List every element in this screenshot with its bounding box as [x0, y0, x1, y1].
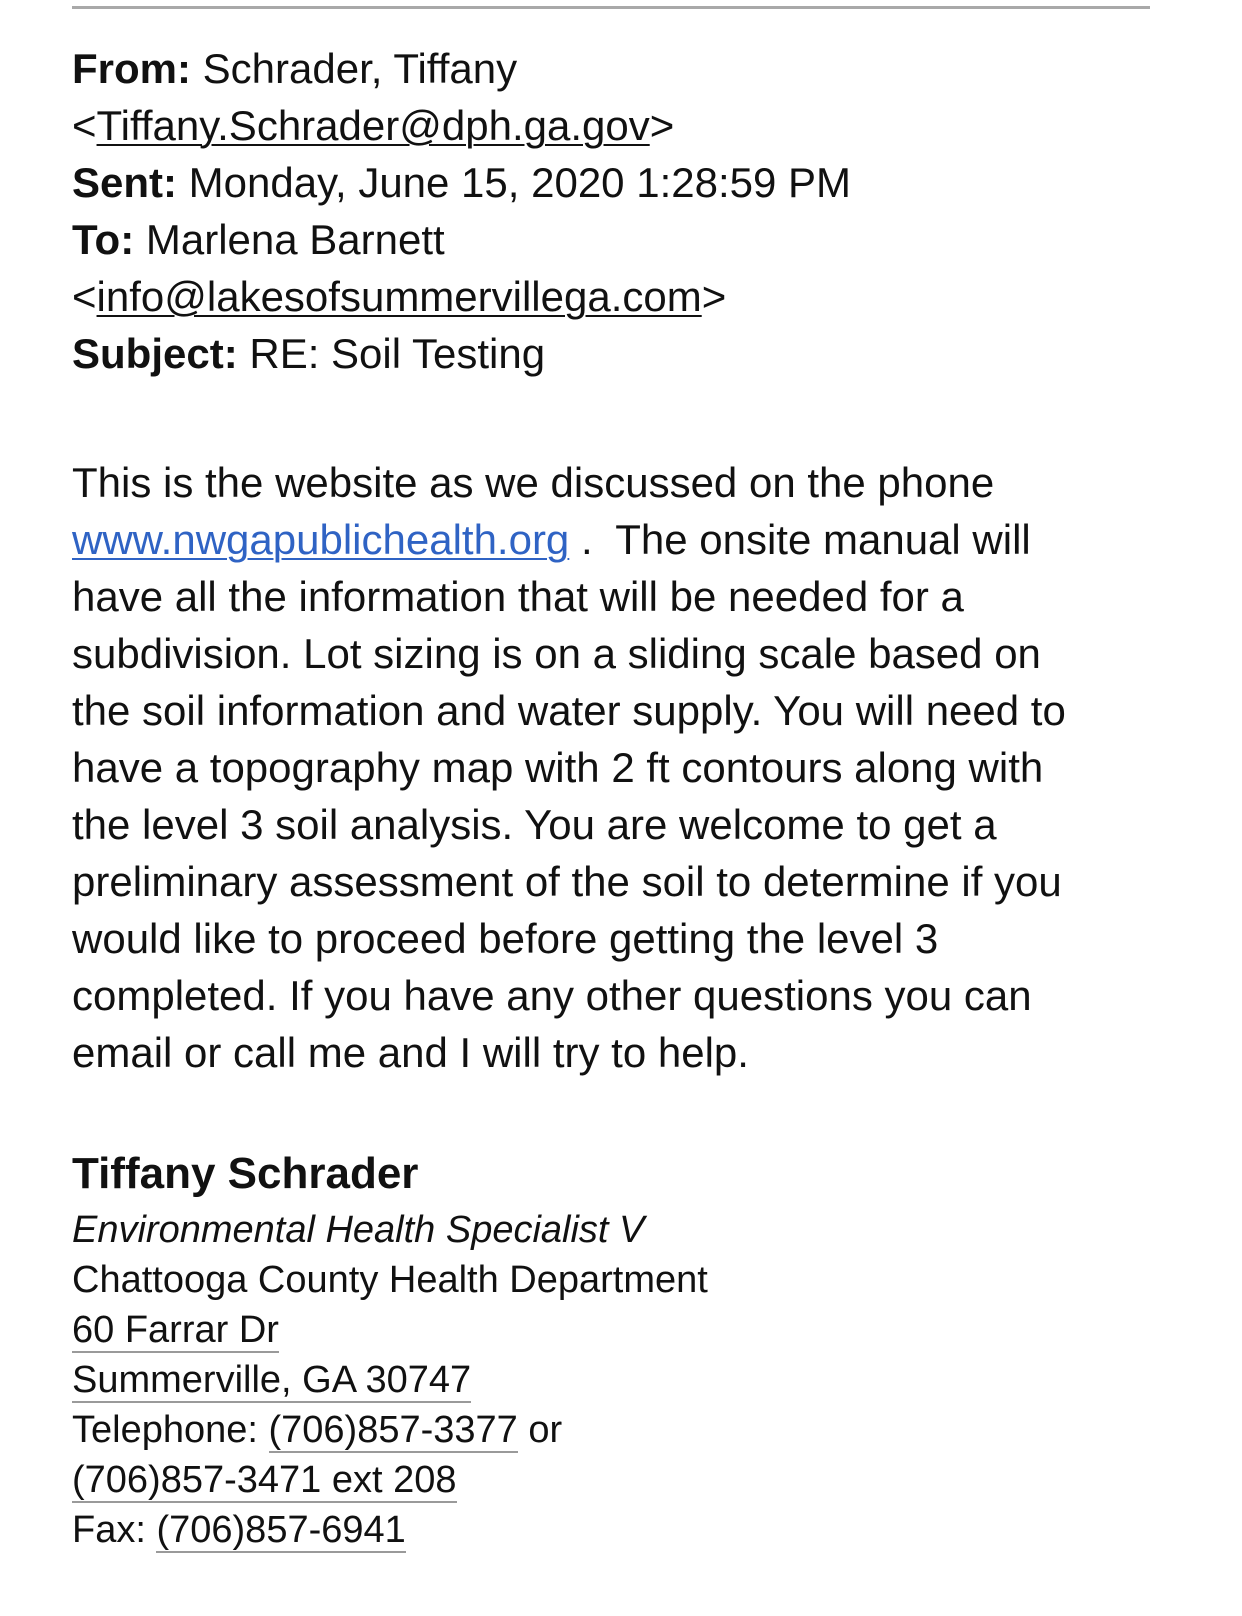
body-line: would like to proceed before getting the level 3 — [72, 915, 939, 962]
or-text: or — [517, 1409, 563, 1451]
message-body — [72, 454, 1152, 1081]
gt-bracket: > — [701, 273, 727, 320]
telephone-label: Telephone: — [72, 1409, 269, 1451]
website-link[interactable]: www.nwgapublichealth.org — [72, 516, 570, 563]
body-line: completed. If you have any other questions you can — [72, 972, 1032, 1019]
body-line-text: . The onsite manual will — [569, 516, 1031, 563]
sent-label: Sent: — [72, 159, 177, 206]
body-line: preliminary assessment of the soil to determine if you — [72, 858, 1062, 905]
to-label: To: — [72, 216, 135, 263]
body-line: subdivision. Lot sizing is on a sliding scale based on — [72, 630, 1041, 677]
signature-telephone-row-2 — [72, 1455, 1152, 1505]
email-signature — [72, 1143, 1152, 1555]
email-header — [72, 40, 1152, 382]
fax-link[interactable]: (706)857-6941 — [156, 1509, 406, 1551]
body-line: This is the website as we discussed on the phone — [72, 459, 995, 506]
body-line: have all the information that will be needed for a — [72, 573, 964, 620]
top-divider — [72, 6, 1150, 9]
sent-row — [72, 154, 1152, 211]
body-line: have a topography map with 2 ft contours along with — [72, 744, 1044, 791]
subject-label: Subject: — [72, 330, 238, 377]
from-row — [72, 40, 1152, 97]
from-email-row — [72, 97, 1152, 154]
body-line — [72, 511, 1152, 568]
from-label: From: — [72, 45, 191, 92]
signature-address-line1 — [72, 1305, 1152, 1355]
signature-fax-row — [72, 1505, 1152, 1555]
subject-row — [72, 325, 1152, 382]
email-message — [72, 40, 1152, 1555]
to-name: Marlena Barnett — [145, 216, 445, 263]
body-line: the soil information and water supply. You will need to — [72, 687, 1066, 734]
telephone-link-2[interactable]: (706)857-3471 ext 208 — [72, 1459, 457, 1501]
from-name: Schrader, Tiffany — [202, 45, 518, 92]
from-email-link[interactable]: Tiffany.Schrader@dph.ga.gov — [96, 102, 650, 149]
lt-bracket: < — [72, 273, 97, 320]
signature-department: Chattooga County Health Department — [72, 1259, 708, 1301]
to-row — [72, 211, 1152, 268]
gt-bracket: > — [649, 102, 675, 149]
signature-address-line2 — [72, 1355, 1152, 1405]
body-line: email or call me and I will try to help. — [72, 1029, 749, 1076]
telephone-link-1[interactable]: (706)857-3377 — [268, 1409, 518, 1451]
lt-bracket: < — [72, 102, 97, 149]
subject-value: RE: Soil Testing — [249, 330, 546, 377]
address-street-link[interactable]: 60 Farrar Dr — [72, 1309, 279, 1351]
body-line: the level 3 soil analysis. You are welcome to get a — [72, 801, 997, 848]
signature-title: Environmental Health Specialist V — [72, 1209, 645, 1251]
fax-label: Fax: — [72, 1509, 157, 1551]
sent-value: Monday, June 15, 2020 1:28:59 PM — [188, 159, 852, 206]
signature-telephone-row — [72, 1405, 1152, 1455]
address-city-link[interactable]: Summerville, GA 30747 — [72, 1359, 472, 1401]
signature-name: Tiffany Schrader — [72, 1149, 419, 1198]
to-email-link[interactable]: info@lakesofsummervillega.com — [96, 273, 702, 320]
to-email-row — [72, 268, 1152, 325]
